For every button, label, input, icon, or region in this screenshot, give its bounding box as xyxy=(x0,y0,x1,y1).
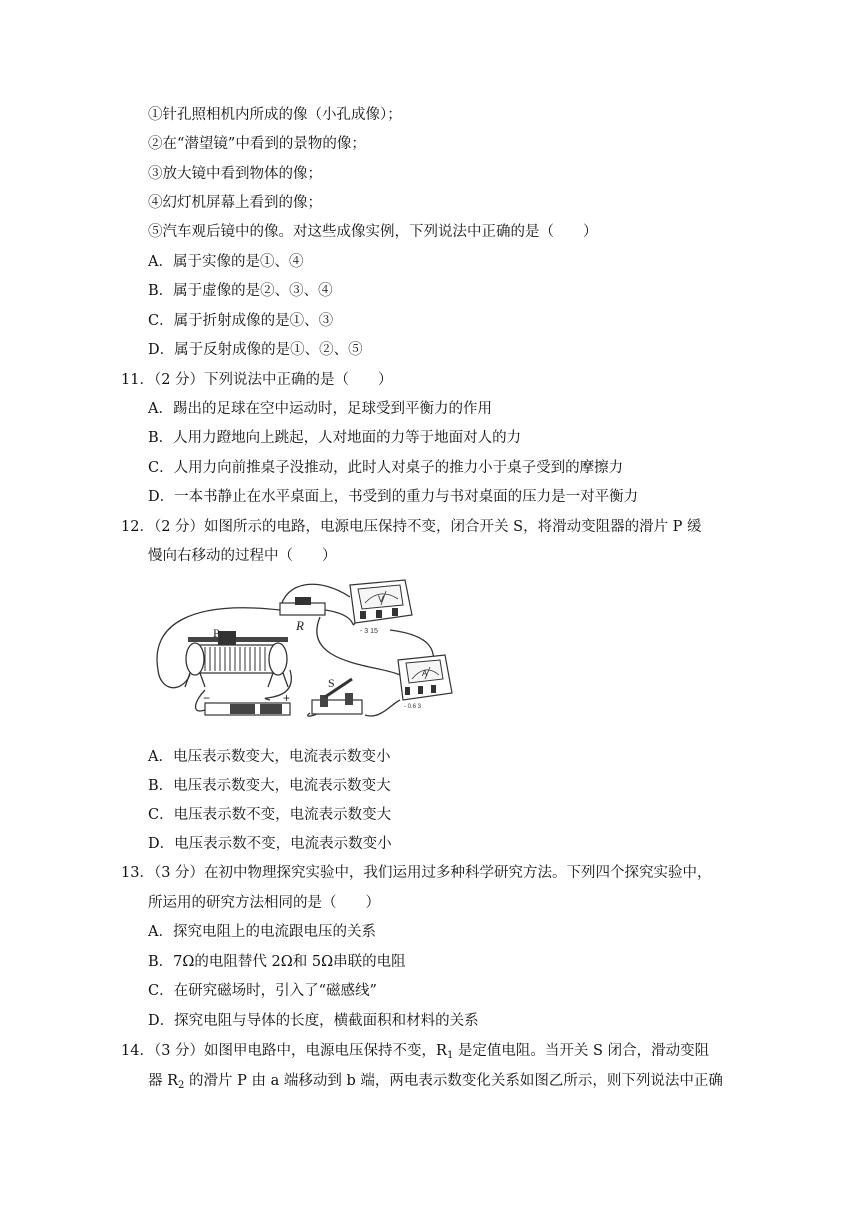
ammeter-terminals: - 0.6 3 xyxy=(404,704,422,710)
q14-stem-line2 xyxy=(148,1071,723,1096)
circuit-figure xyxy=(150,575,465,727)
q13-option-a: A．探究电阻上的电流跟电压的关系 xyxy=(148,924,376,940)
voltmeter-label: V xyxy=(378,594,385,604)
q14-line2-sub: 2 xyxy=(178,1080,185,1091)
resistor-r xyxy=(280,597,325,633)
q11-stem: 11．（2 分）下列说法中正确的是（ ） xyxy=(121,372,393,388)
q14-line1-a: 14．（3 分）如图甲电路中，电源电压保持不变，R xyxy=(121,1043,447,1059)
q13-option-b: B．7Ω的电阻替代 2Ω和 5Ω串联的电阻 xyxy=(148,954,406,970)
item-1: ①针孔照相机内所成的像（小孔成像）； xyxy=(148,107,402,123)
q14-line2-b: 的滑片 P 由 a 端移动到 b 端，两电表示数变化关系如图乙所示，则下列说法中正确 xyxy=(184,1073,723,1089)
q14-line1-b: 是定值电阻。当开关 S 闭合，滑动变阻 xyxy=(453,1043,710,1059)
battery-minus: − xyxy=(203,691,211,705)
q13-stem-line2: 所运用的研究方法相同的是（ ） xyxy=(148,895,380,911)
q13-stem-line1: 13．（3 分）在初中物理探究实验中，我们运用过多种科学研究方法。下列四个探究实验中， xyxy=(121,865,712,881)
resistor-label: R xyxy=(296,618,304,633)
q12-option-c: C．电压表示数不变，电流表示数变大 xyxy=(148,807,392,823)
ammeter-label: A xyxy=(422,669,428,678)
switch xyxy=(312,676,362,714)
item-5: ⑤汽车观后镜中的像。对这些成像实例，下列说法中正确的是（ ） xyxy=(148,224,598,240)
slider-label: P xyxy=(213,626,220,640)
q13-option-d: D．探究电阻与导体的长度，横截面积和材料的关系 xyxy=(148,1013,479,1029)
q11-option-c: C．人用力向前推桌子没推动，此时人对桌子的推力小于桌子受到的摩擦力 xyxy=(148,460,624,476)
q14-stem-line1 xyxy=(121,1041,709,1066)
q10-option-d: D．属于反射成像的是①、②、⑤ xyxy=(148,342,363,358)
q12-stem-line1: 12．（2 分）如图所示的电路，电源电压保持不变，闭合开关 S，将滑动变阻器的滑片 P 缓 xyxy=(121,519,702,535)
item-3: ③放大镜中看到物体的像； xyxy=(148,166,322,182)
q11-option-d: D．一本书静止在水平桌面上，书受到的重力与书对桌面的压力是一对平衡力 xyxy=(148,489,639,505)
item-4: ④幻灯机屏幕上看到的像； xyxy=(148,195,322,211)
q11-option-b: B．人用力蹬地向上跳起，人对地面的力等于地面对人的力 xyxy=(148,430,522,446)
q10-option-b: B．属于虚像的是②、③、④ xyxy=(148,283,333,299)
q12-option-b: B．电压表示数变大，电流表示数变大 xyxy=(148,778,391,794)
battery-plus: + xyxy=(283,691,291,705)
q14-line2-a: 器 R xyxy=(148,1073,179,1089)
q11-option-a: A．踢出的足球在空中运动时，足球受到平衡力的作用 xyxy=(148,401,492,417)
voltmeter-terminals: - 3 15 xyxy=(360,628,378,635)
item-2: ②在“潜望镜”中看到的景物的像； xyxy=(148,136,366,152)
ammeter xyxy=(398,655,452,710)
q10-option-a: A．属于实像的是①、④ xyxy=(148,254,304,270)
rheostat xyxy=(185,626,288,687)
q12-stem-line2: 慢向右移动的过程中（ ） xyxy=(148,548,337,564)
q10-option-c: C．属于折射成像的是①、③ xyxy=(148,313,334,329)
q13-option-c: C．在研究磁场时，引入了“磁感线” xyxy=(148,983,377,999)
q12-option-d: D．电压表示数不变，电流表示数变小 xyxy=(148,836,392,852)
battery-pack xyxy=(203,691,290,715)
voltmeter xyxy=(350,580,412,635)
q12-option-a: A．电压表示数变大，电流表示数变小 xyxy=(148,749,391,765)
q14-line1-sub: 1 xyxy=(446,1050,454,1061)
switch-label: S xyxy=(328,676,335,690)
